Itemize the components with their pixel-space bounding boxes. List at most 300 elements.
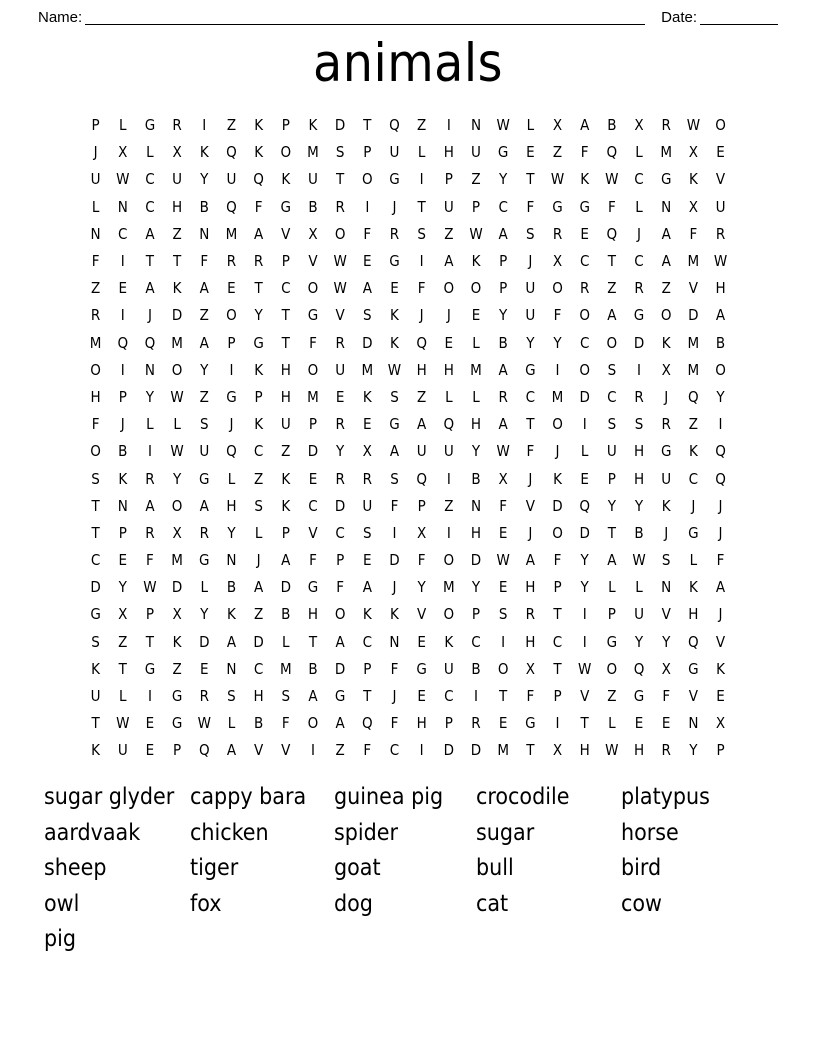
grid-cell[interactable]: N [470,496,482,515]
date-write-line[interactable] [700,11,778,25]
grid-cell[interactable]: D [470,741,482,760]
grid-cell[interactable]: U [90,170,101,189]
grid-cell[interactable]: E [417,632,426,651]
grid-cell[interactable]: J [446,306,451,325]
grid-cell[interactable]: Y [200,360,209,379]
grid-cell[interactable]: N [661,578,672,597]
grid-cell[interactable]: I [582,415,587,434]
grid-cell[interactable]: S [390,469,399,488]
grid-cell[interactable]: E [363,551,372,570]
grid-cell[interactable]: L [635,578,643,597]
grid-cell[interactable]: X [634,116,644,135]
grid-cell[interactable]: I [365,197,370,216]
grid-cell[interactable]: B [226,578,237,597]
grid-cell[interactable]: W [333,252,347,271]
grid-cell[interactable]: L [635,143,643,162]
grid-cell[interactable]: L [146,143,154,162]
grid-cell[interactable]: Y [716,387,725,406]
grid-cell[interactable]: P [553,687,562,706]
grid-cell[interactable]: D [171,578,183,597]
grid-cell[interactable]: Y [471,442,481,461]
grid-cell[interactable]: P [471,197,481,216]
grid-cell[interactable]: A [444,252,454,271]
word-list-item[interactable]: sugar [476,819,535,846]
grid-cell[interactable]: F [716,551,725,570]
grid-cell[interactable]: O [606,659,618,678]
grid-cell[interactable]: D [633,333,645,352]
grid-cell[interactable]: Z [172,659,182,678]
grid-cell[interactable]: T [553,659,562,678]
grid-cell[interactable]: B [634,523,644,542]
grid-cell[interactable]: I [718,415,723,434]
grid-cell[interactable]: H [172,197,183,216]
grid-cell[interactable]: A [580,116,590,135]
grid-cell[interactable]: R [145,469,155,488]
grid-cell[interactable]: Y [607,496,616,515]
grid-cell[interactable]: H [307,605,319,624]
grid-cell[interactable]: H [443,143,454,162]
grid-cell[interactable]: V [335,306,345,325]
grid-cell[interactable]: I [229,360,234,379]
grid-cell[interactable]: J [528,523,533,542]
grid-cell[interactable]: K [362,387,372,406]
grid-cell[interactable]: U [280,415,291,434]
grid-cell[interactable]: T [91,714,100,733]
grid-cell[interactable]: U [443,659,454,678]
word-list-item[interactable]: spider [334,819,399,846]
grid-cell[interactable]: Q [226,197,237,216]
grid-cell[interactable]: M [171,333,183,352]
grid-cell[interactable]: W [143,578,157,597]
grid-cell[interactable]: W [116,170,130,189]
grid-cell[interactable]: X [498,469,508,488]
grid-cell[interactable]: A [715,306,726,325]
grid-cell[interactable]: O [552,279,563,298]
grid-cell[interactable]: G [416,659,427,678]
word-list-item[interactable]: platypus [621,784,710,811]
grid-cell[interactable]: V [308,252,318,271]
grid-cell[interactable]: J [691,496,696,515]
grid-cell[interactable]: P [308,415,318,434]
grid-cell[interactable]: R [199,687,209,706]
grid-cell[interactable]: J [528,469,533,488]
grid-cell[interactable]: K [580,170,590,189]
grid-cell[interactable]: V [254,741,264,760]
grid-cell[interactable]: L [472,387,480,406]
grid-cell[interactable]: V [688,687,698,706]
grid-cell[interactable]: A [525,551,535,570]
grid-cell[interactable]: U [443,197,454,216]
grid-cell[interactable]: Q [226,143,237,162]
grid-cell[interactable]: I [446,523,451,542]
grid-cell[interactable]: W [496,442,510,461]
grid-cell[interactable]: L [608,578,616,597]
grid-cell[interactable]: V [281,741,291,760]
grid-cell[interactable]: X [118,143,128,162]
grid-cell[interactable]: A [498,360,508,379]
word-list-item[interactable]: crocodile [476,784,570,811]
grid-cell[interactable]: F [390,496,399,515]
grid-cell[interactable]: I [555,360,560,379]
grid-cell[interactable]: P [145,605,154,624]
grid-cell[interactable]: U [416,442,427,461]
grid-cell[interactable]: R [172,116,182,135]
grid-cell[interactable]: H [688,605,699,624]
grid-cell[interactable]: G [334,687,346,706]
grid-cell[interactable]: I [582,632,587,651]
grid-cell[interactable]: H [470,523,482,542]
grid-cell[interactable]: L [635,197,643,216]
grid-cell[interactable]: O [470,279,482,298]
grid-cell[interactable]: X [362,442,372,461]
word-list-item[interactable]: goat [334,855,381,882]
grid-cell[interactable]: S [91,632,100,651]
grid-cell[interactable]: D [334,659,346,678]
grid-cell[interactable]: L [580,442,589,461]
grid-cell[interactable]: P [499,252,508,271]
grid-cell[interactable]: Z [335,741,345,760]
grid-cell[interactable]: C [444,687,454,706]
grid-cell[interactable]: W [387,360,402,379]
grid-cell[interactable]: O [307,360,319,379]
grid-cell[interactable]: U [172,170,183,189]
grid-cell[interactable]: C [253,442,264,461]
grid-cell[interactable]: C [579,333,590,352]
grid-cell[interactable]: F [91,415,100,434]
grid-cell[interactable]: T [607,523,616,542]
grid-cell[interactable]: Y [580,551,589,570]
grid-cell[interactable]: K [390,306,399,325]
grid-cell[interactable]: F [580,143,589,162]
grid-cell[interactable]: S [607,415,617,434]
grid-cell[interactable]: W [496,116,510,135]
grid-cell[interactable]: N [199,224,210,243]
grid-cell[interactable]: I [501,632,506,651]
grid-cell[interactable]: R [145,523,155,542]
grid-cell[interactable]: B [715,333,726,352]
word-list-item[interactable]: sheep [44,855,107,882]
grid-cell[interactable]: N [117,496,128,515]
grid-cell[interactable]: X [661,659,671,678]
grid-cell[interactable]: Z [688,415,698,434]
grid-cell[interactable]: H [226,496,237,515]
grid-cell[interactable]: Y [417,578,426,597]
grid-cell[interactable]: D [443,741,455,760]
grid-cell[interactable]: P [118,523,127,542]
grid-cell[interactable]: Q [361,714,373,733]
grid-cell[interactable]: J [718,496,723,515]
grid-cell[interactable]: P [281,252,290,271]
grid-cell[interactable]: A [145,496,155,515]
grid-cell[interactable]: C [145,197,155,216]
grid-cell[interactable]: H [633,741,645,760]
grid-cell[interactable]: J [718,605,723,624]
grid-cell[interactable]: J [637,224,642,243]
grid-cell[interactable]: O [579,360,590,379]
grid-cell[interactable]: O [660,306,672,325]
grid-cell[interactable]: J [392,578,397,597]
grid-cell[interactable]: F [662,687,671,706]
grid-cell[interactable]: Z [199,306,209,325]
grid-cell[interactable]: X [172,523,182,542]
name-write-line[interactable] [85,11,645,25]
grid-cell[interactable]: G [171,687,183,706]
grid-cell[interactable]: D [688,306,699,325]
grid-cell[interactable]: G [660,442,672,461]
grid-cell[interactable]: E [580,224,589,243]
grid-cell[interactable]: X [552,116,563,135]
grid-cell[interactable]: N [117,197,128,216]
grid-cell[interactable]: K [444,632,454,651]
grid-cell[interactable]: J [528,252,533,271]
grid-cell[interactable]: E [145,741,155,760]
grid-cell[interactable]: D [470,551,482,570]
grid-cell[interactable]: X [715,714,726,733]
grid-cell[interactable]: N [470,116,482,135]
grid-cell[interactable]: C [634,170,644,189]
grid-cell[interactable]: N [661,197,672,216]
grid-cell[interactable]: Q [443,415,455,434]
grid-cell[interactable]: G [660,170,672,189]
grid-cell[interactable]: T [499,687,508,706]
grid-cell[interactable]: Y [634,496,644,515]
grid-cell[interactable]: X [172,605,182,624]
grid-cell[interactable]: Q [416,469,427,488]
grid-cell[interactable]: Q [606,224,618,243]
grid-cell[interactable]: W [469,224,483,243]
grid-cell[interactable]: P [336,551,345,570]
grid-cell[interactable]: A [417,415,427,434]
grid-cell[interactable]: W [605,741,619,760]
grid-cell[interactable]: U [90,687,101,706]
grid-cell[interactable]: X [308,224,318,243]
grid-cell[interactable]: Q [226,442,237,461]
grid-cell[interactable]: Z [199,387,209,406]
grid-cell[interactable]: X [661,360,671,379]
grid-cell[interactable]: A [254,224,264,243]
grid-cell[interactable]: K [172,632,182,651]
grid-cell[interactable]: L [254,523,263,542]
grid-cell[interactable]: F [417,551,426,570]
grid-cell[interactable]: Y [172,469,182,488]
grid-cell[interactable]: Z [172,224,182,243]
grid-cell[interactable]: B [199,197,209,216]
grid-cell[interactable]: W [116,714,130,733]
grid-cell[interactable]: F [91,252,100,271]
grid-cell[interactable]: S [363,523,372,542]
grid-cell[interactable]: G [525,360,536,379]
grid-cell[interactable]: K [362,605,372,624]
grid-cell[interactable]: C [498,197,508,216]
grid-cell[interactable]: H [715,279,726,298]
grid-cell[interactable]: G [144,659,156,678]
grid-cell[interactable]: O [90,360,101,379]
grid-cell[interactable]: H [633,442,645,461]
grid-cell[interactable]: I [474,687,478,706]
grid-cell[interactable]: R [389,224,400,243]
word-list-item[interactable]: chicken [190,819,269,846]
grid-cell[interactable]: D [171,306,183,325]
grid-cell[interactable]: L [227,469,236,488]
grid-cell[interactable]: V [715,632,726,651]
grid-cell[interactable]: D [579,387,590,406]
grid-cell[interactable]: K [688,442,698,461]
grid-cell[interactable]: O [552,523,563,542]
grid-cell[interactable]: E [390,279,399,298]
grid-cell[interactable]: F [200,252,209,271]
grid-cell[interactable]: D [552,496,563,515]
grid-cell[interactable]: Q [633,659,645,678]
grid-cell[interactable]: Z [444,496,454,515]
grid-cell[interactable]: L [608,714,616,733]
grid-cell[interactable]: H [470,415,482,434]
grid-cell[interactable]: H [579,741,590,760]
grid-cell[interactable]: F [336,578,345,597]
grid-cell[interactable]: C [579,252,590,271]
grid-cell[interactable]: R [335,333,345,352]
grid-cell[interactable]: B [308,197,318,216]
grid-cell[interactable]: A [254,578,264,597]
grid-cell[interactable]: K [281,496,291,515]
grid-cell[interactable]: L [689,551,698,570]
grid-cell[interactable]: B [498,333,508,352]
grid-cell[interactable]: K [254,360,264,379]
grid-cell[interactable]: C [552,632,563,651]
grid-cell[interactable]: W [550,170,565,189]
grid-cell[interactable]: G [633,306,645,325]
grid-cell[interactable]: N [688,714,699,733]
grid-cell[interactable]: U [389,143,400,162]
grid-cell[interactable]: V [580,687,590,706]
grid-cell[interactable]: T [172,252,182,271]
grid-cell[interactable]: L [526,116,535,135]
grid-cell[interactable]: R [715,224,726,243]
grid-cell[interactable]: Q [579,496,590,515]
grid-cell[interactable]: E [444,333,454,352]
grid-cell[interactable]: C [607,387,617,406]
grid-cell[interactable]: J [93,143,98,162]
grid-cell[interactable]: T [91,496,100,515]
word-list-item[interactable]: bird [621,855,662,882]
grid-cell[interactable]: N [90,224,101,243]
grid-cell[interactable]: S [91,469,100,488]
grid-cell[interactable]: X [118,605,128,624]
grid-cell[interactable]: Y [200,605,209,624]
grid-cell[interactable]: Z [226,116,237,135]
grid-cell[interactable]: M [497,741,509,760]
grid-cell[interactable]: B [253,714,264,733]
grid-cell[interactable]: V [715,170,726,189]
grid-cell[interactable]: C [362,632,373,651]
grid-cell[interactable]: Q [198,741,210,760]
grid-cell[interactable]: Y [634,632,644,651]
grid-cell[interactable]: Z [552,143,563,162]
grid-cell[interactable]: E [417,687,426,706]
grid-cell[interactable]: Q [715,442,726,461]
grid-cell[interactable]: E [118,279,128,298]
grid-cell[interactable]: D [90,578,101,597]
grid-cell[interactable]: Q [389,116,400,135]
grid-cell[interactable]: H [253,687,264,706]
grid-cell[interactable]: H [633,469,645,488]
grid-cell[interactable]: G [579,197,590,216]
grid-cell[interactable]: Y [499,306,508,325]
grid-cell[interactable]: N [226,551,237,570]
grid-cell[interactable]: F [363,224,372,243]
grid-cell[interactable]: Z [607,279,617,298]
grid-cell[interactable]: R [579,279,590,298]
grid-cell[interactable]: G [253,333,264,352]
grid-cell[interactable]: I [446,469,451,488]
grid-cell[interactable]: X [417,523,427,542]
grid-cell[interactable]: Z [444,224,454,243]
grid-cell[interactable]: I [582,605,587,624]
grid-cell[interactable]: E [200,659,209,678]
grid-cell[interactable]: L [200,578,209,597]
grid-cell[interactable]: K [199,143,209,162]
grid-cell[interactable]: P [417,496,426,515]
grid-cell[interactable]: O [443,605,455,624]
grid-cell[interactable]: I [419,741,424,760]
grid-cell[interactable]: C [90,551,101,570]
grid-cell[interactable]: T [553,605,562,624]
grid-cell[interactable]: E [498,714,508,733]
grid-cell[interactable]: S [281,687,291,706]
grid-cell[interactable]: U [443,442,454,461]
grid-cell[interactable]: G [199,469,210,488]
grid-cell[interactable]: A [498,415,508,434]
grid-cell[interactable]: I [120,306,125,325]
grid-cell[interactable]: D [199,632,210,651]
grid-cell[interactable]: G [552,197,563,216]
grid-cell[interactable]: F [363,741,372,760]
grid-cell[interactable]: I [637,360,642,379]
grid-cell[interactable]: A [226,741,237,760]
word-list-item[interactable]: cappy bara [190,784,307,811]
grid-cell[interactable]: F [499,496,508,515]
grid-cell[interactable]: B [471,469,481,488]
grid-cell[interactable]: F [607,197,616,216]
grid-cell[interactable]: K [688,170,698,189]
grid-cell[interactable]: T [526,415,535,434]
grid-cell[interactable]: P [281,523,290,542]
grid-cell[interactable]: Y [662,632,671,651]
grid-cell[interactable]: G [199,551,210,570]
word-list-item[interactable]: cat [476,890,509,917]
grid-cell[interactable]: G [280,197,292,216]
grid-cell[interactable]: O [307,714,319,733]
grid-cell[interactable]: Y [499,170,508,189]
grid-cell[interactable]: G [90,605,101,624]
word-search-grid[interactable] [82,112,734,765]
grid-cell[interactable]: U [335,360,346,379]
grid-cell[interactable]: D [307,442,319,461]
grid-cell[interactable]: H [90,387,101,406]
grid-cell[interactable]: G [171,714,183,733]
word-list-item[interactable]: dog [334,890,373,917]
grid-cell[interactable]: Z [417,116,427,135]
grid-cell[interactable]: O [171,360,183,379]
grid-cell[interactable]: Y [689,741,698,760]
grid-cell[interactable]: K [553,469,562,488]
grid-cell[interactable]: D [334,116,346,135]
grid-cell[interactable]: T [254,279,263,298]
grid-cell[interactable]: H [525,632,536,651]
grid-cell[interactable]: S [634,415,644,434]
grid-cell[interactable]: T [281,333,290,352]
word-list-item[interactable]: fox [190,890,222,917]
grid-cell[interactable]: K [471,252,481,271]
